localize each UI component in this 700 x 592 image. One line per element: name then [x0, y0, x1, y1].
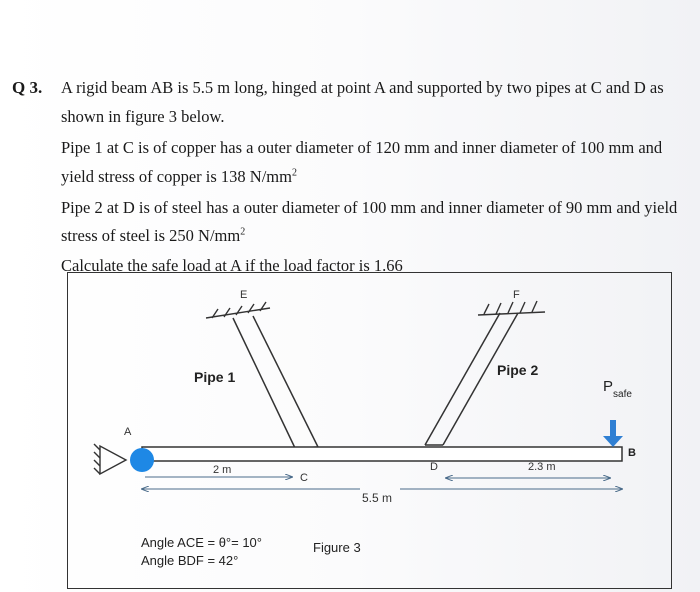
support-e-hatch	[206, 302, 270, 318]
question-number: Q 3.	[12, 78, 43, 97]
hinge-pin-a	[130, 448, 154, 472]
dim-55m-label: 5.5 m	[362, 491, 393, 505]
question-line-5: Pipe 2 at D is of steel has a outer diameter of 100 mm and inner diameter of 90 mm and yield	[61, 198, 678, 217]
angle-bdf-note: Angle BDF = 42°	[141, 553, 239, 568]
label-a: A	[124, 426, 132, 438]
pipe-1	[233, 316, 318, 448]
pipe-1-label: Pipe 1	[194, 369, 236, 385]
dim-2m-label: 2 m	[213, 464, 232, 476]
question-line-1: A rigid beam AB is 5.5 m long, hinged at point A and supported by two pipes at C and D as	[61, 78, 664, 97]
rigid-beam	[142, 447, 622, 461]
pipe-2-label: Pipe 2	[497, 362, 539, 378]
load-label-safe: safe	[613, 389, 632, 400]
hinge-support-a	[94, 444, 126, 474]
steel-yield-text: stress of steel is 250 N/mm	[61, 226, 241, 245]
superscript-2b: 2	[240, 226, 246, 238]
label-e: E	[240, 289, 248, 301]
question-line-7: Calculate the safe load at A if the load factor is 1.66	[61, 256, 403, 275]
label-f: F	[513, 289, 520, 301]
dim-23m-label: 2.3 m	[528, 461, 556, 473]
support-f-hatch	[478, 301, 545, 315]
load-arrow	[603, 420, 623, 447]
label-d: D	[430, 461, 438, 473]
copper-yield-text: yield stress of copper is 138 N/mm	[61, 167, 292, 186]
load-label	[603, 378, 632, 400]
question-line-2: shown in figure 3 below.	[61, 107, 225, 126]
superscript-2: 2	[291, 167, 297, 179]
question-line-3: Pipe 1 at C is of copper has a outer diameter of 120 mm and inner diameter of 100 mm and	[61, 138, 663, 157]
label-c: C	[300, 472, 308, 484]
angle-ace-note: Angle ACE = θ°= 10°	[141, 535, 262, 550]
pipe-2	[425, 313, 518, 445]
load-label-p: P	[603, 378, 614, 395]
figure-caption: Figure 3	[313, 540, 361, 555]
label-b: B	[628, 447, 636, 459]
